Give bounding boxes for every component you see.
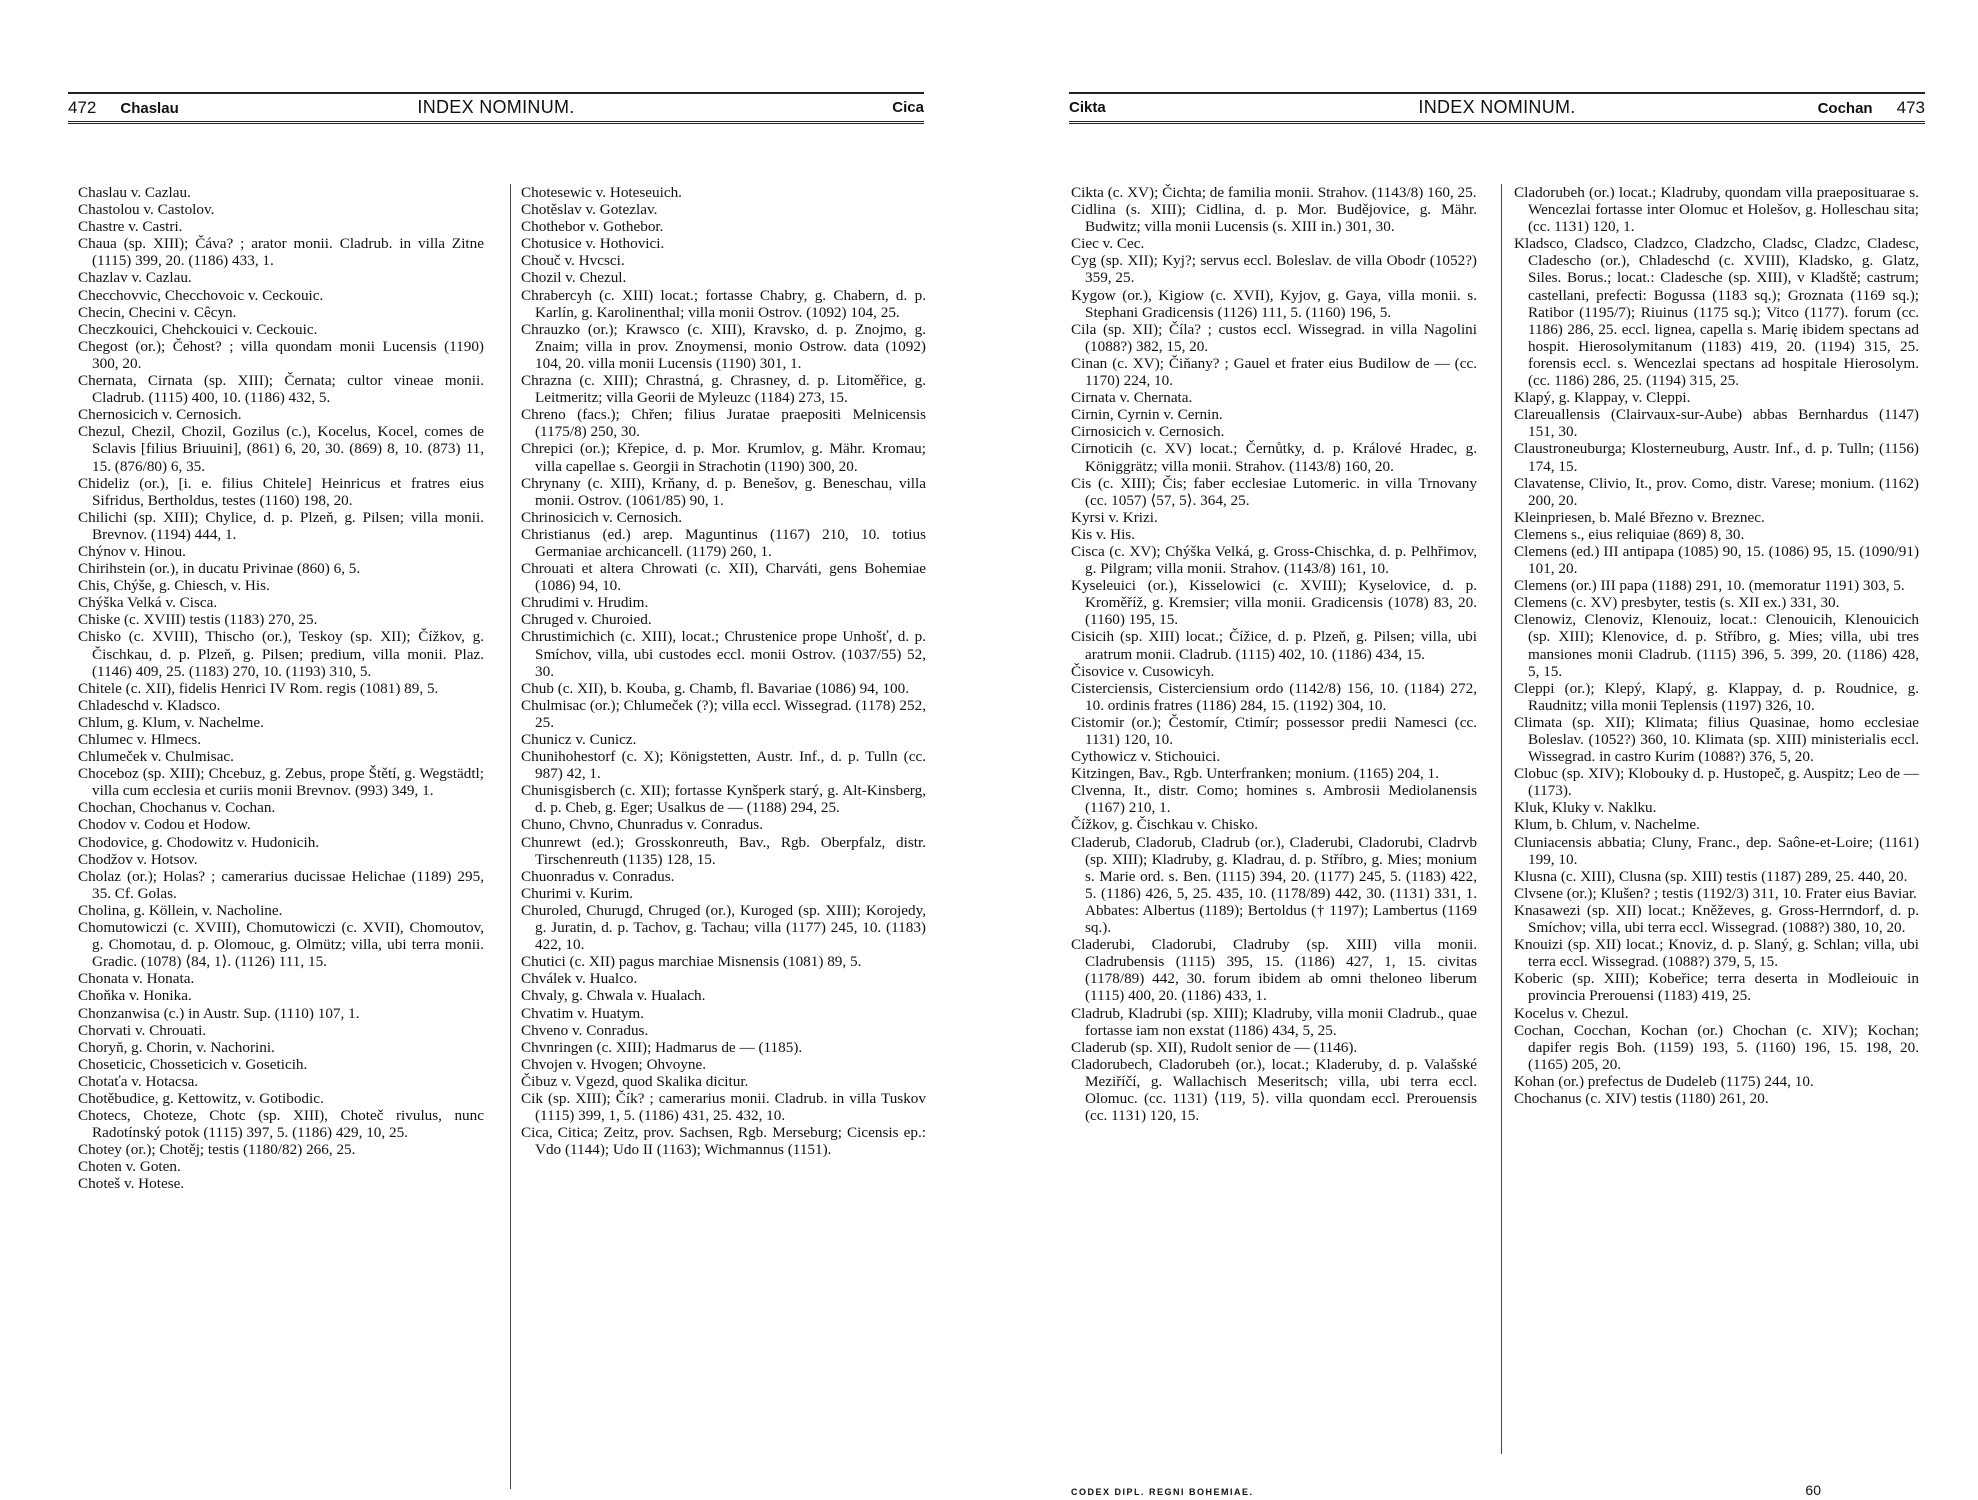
index-entry: Kyseleuici (or.), Kisselowici (c. XVIII); Kyselovice, d. p. Kroměříž, g. Kremsier; villa monii. Gradicensis (1078) 83, 20. (1160) 195, 15. <box>1071 577 1477 629</box>
index-entry: Chouč v. Hvcsci. <box>521 252 625 270</box>
index-entry: Chisko (c. XVIII), Thischo (or.), Teskoy (sp. XII); Čížkov, g. Čischkau, d. p. Plzeň, g. Pilsen; predium, villa monii. Plaz. (1146) 409, 25. (1183) 270, 10. (1193) 310, 5. <box>78 628 484 680</box>
index-entry: Cirnin, Cyrnin v. Cernin. <box>1071 406 1223 424</box>
index-entry: Chotěslav v. Gotezlav. <box>521 201 658 219</box>
index-entry: Chýnov v. Hinou. <box>78 542 186 560</box>
index-entry: Christianus (ed.) arep. Maguntinus (1167) 210, 10. totius Germaniae archicancell. (1179) 260, 1. <box>521 525 926 560</box>
index-entry: Clemens (c. XV) presbyter, testis (s. XII ex.) 331, 30. <box>1514 594 1840 612</box>
right-page-header <box>1069 92 1925 124</box>
index-entry: Chrabercyh (c. XIII) locat.; fortasse Chabry, g. Chabern, d. p. Karlín, g. Karolinenthal; villa monii Ostrov. (1092) 104, 25. <box>521 286 926 321</box>
header-last-word: Cochan <box>1817 99 1873 117</box>
index-entry: Chotaťa v. Hotacsa. <box>78 1072 199 1090</box>
index-column <box>78 184 484 1489</box>
index-entry: Chválek v. Hualco. <box>521 970 638 988</box>
index-entry: Chodžov v. Hotsov. <box>78 850 198 868</box>
index-entry: Choteš v. Hotese. <box>78 1175 185 1193</box>
index-entry: Chunrewt (ed.); Grosskonreuth, Bav., Rgb. Oberpfalz, distr. Tirschenreuth (1135) 128, 15. <box>521 833 926 868</box>
index-entry: Chazlav v. Cazlau. <box>78 269 192 287</box>
index-entry: Chrudimi v. Hrudim. <box>521 594 649 612</box>
index-entry: Clemens (ed.) III antipapa (1085) 90, 15. (1086) 95, 15. (1090/91) 101, 20. <box>1514 542 1919 578</box>
header-title: INDEX NOMINUM. <box>417 97 575 117</box>
index-entry: Chlumeček v. Chulmisac. <box>78 748 234 766</box>
index-entry: Chernosicich v. Cernosich. <box>78 406 242 424</box>
index-entry: Cladrub, Kladrubi (sp. XIII); Kladruby, villa monii Cladrub., quae fortasse iam non exstat (1186) 434, 5, 25. <box>1071 1004 1477 1039</box>
index-entry: Chilichi (sp. XIII); Chylice, d. p. Plzeň, g. Pilsen; villa monii. Brevnov. (1194) 444, 1. <box>78 508 484 543</box>
index-entry: Chotey (or.); Chotěj; testis (1180/82) 266, 25. <box>78 1141 356 1159</box>
index-entry: Chotesewic v. Hoteseuich. <box>521 184 682 201</box>
index-entry: Clavatense, Clivio, It., prov. Como, distr. Varese; monium. (1162) 200, 20. <box>1514 474 1919 509</box>
index-entry: Cistomir (or.); Čestomír, Ctimír; possessor predii Namesci (cc. 1131) 120, 10. <box>1071 713 1477 748</box>
index-entry: Chaua (sp. XIII); Čáva? ; arator monii. Cladrub. in villa Zitne (1115) 399, 20. (1186) 433, 1. <box>78 235 484 270</box>
index-entry: Chotecs, Choteze, Chotc (sp. XIII), Choteč rivulus, nunc Radotínský potok (1115) 397, 5. (1186) 429, 10, 25. <box>78 1107 484 1142</box>
index-entry: Chrauzko (or.); Krawsco (c. XIII), Kravsko, d. p. Znojmo, g. Znaim; villa in prov. Znoymensi, monio Ostrow. data (1092) 104, 20. villa monii Lucensis (1190) 301, 1. <box>521 320 926 372</box>
index-entry: Cladorubeh (or.) locat.; Kladruby, quondam villa praeposituarae s. Wencezlai fortasse inter Olomuc et Holešov, g. Holleschau sita; (cc. 1131) 120, 1. <box>1514 184 1919 236</box>
index-entry: Čížkov, g. Čischkau v. Chisko. <box>1071 816 1259 834</box>
index-entry: Chochan, Chochanus v. Cochan. <box>78 799 276 817</box>
index-column <box>1501 184 1919 1454</box>
index-entry: Kleinpriesen, b. Malé Březno v. Breznec. <box>1514 508 1765 526</box>
index-entry: Clobuc (sp. XIV); Klobouky d. p. Hustopeč, g. Auspitz; Leo de — (1173). <box>1514 765 1919 800</box>
index-entry: Churoled, Churugd, Chruged (or.), Kuroged (sp. XIII); Korojedy, g. Juratin, d. p. Tachov, g. Tachau; villa (1177) 245, 10. (1183) 422, 10. <box>521 901 926 954</box>
index-entry: Chuno, Chvno, Chunradus v. Conradus. <box>521 816 764 834</box>
index-entry: Chonata v. Honata. <box>78 970 195 988</box>
index-entry: Kohan (or.) prefectus de Dudeleb (1175) 244, 10. <box>1514 1072 1814 1090</box>
index-entry: Cinan (c. XV); Čiňany? ; Gauel et frater eius Budilow de — (cc. 1170) 224, 10. <box>1071 354 1477 390</box>
index-entry: Chlum, g. Klum, v. Nachelme. <box>78 713 264 731</box>
index-entry: Choryň, g. Chorin, v. Nachorini. <box>78 1038 275 1056</box>
index-entry: Chunisgisberch (c. XII); fortasse Kynšperk starý, g. Alt-Kinsberg, d. p. Cheb, g. Eger; Usalkus de — (1188) 294, 25. <box>521 782 926 817</box>
index-entry: Cochan, Cocchan, Kochan (or.) Chochan (c. XIV); Kochan; dapifer regis Boh. (1159) 193, 5. (1160) 196, 15. 198, 20. (1165) 205, 20. <box>1514 1021 1919 1073</box>
index-entry: Chegost (or.); Čehost? ; villa quondam monii Lucensis (1190) 300, 20. <box>78 337 484 372</box>
index-entry: Chomutowiczi (c. XVIII), Chomutowiczi (c. XVII), Chomoutov, g. Chomotau, d. p. Olomouc, g. Olmütz; villa, ubi terra monii. Gradic. (1078) ⟨84, 1⟩. (1126) 111, 15. <box>78 919 484 971</box>
index-entry: Knasawezi (sp. XII) locat.; Kněževes, g. Gross-Herrndorf, d. p. Smíchov; villa, ubi terra eccl. Wissegrad. (1088?) 380, 10, 20. <box>1514 901 1919 937</box>
index-entry: Chrazna (c. XIII); Chrastná, g. Chrasney, d. p. Litoměřice, g. Leitmeritz; villa Georii de Myleuzc (1184) 273, 15. <box>521 372 926 407</box>
index-entry: Cluniacensis abbatia; Cluny, Franc., dep. Saône-et-Loire; (1161) 199, 10. <box>1514 833 1919 868</box>
index-column <box>510 184 926 1489</box>
index-entry: Clemens s., eius reliquiae (869) 8, 30. <box>1514 525 1745 543</box>
index-entry: Kladsco, Cladsco, Cladzco, Cladzcho, Cladsc, Cladzc, Cladesc, Cladescho (or.), Chladeschd (c. XVIII), Kladsko, g. Glatz, Siles. Borus.; locat.: Cladesche (sp. XIII), v Kladště; castrum; castellani, prefecti: Bogussa (1183 sq.); Groznata (1169 sq.); Ratibor (1195/7); Riuinus (1175 sq.); Vitco (1177). forum (cc. 1186) 286, 25. eccl. lignea, capella s. Marię ibidem spectans ad hospit. Hierosolymitanum (1183) 419, 20. (1194) 315, 25. forensis eccl. s. Wencezlai spectans ad hospitale Hierosolym. (cc. 1186) 286, 25. (1194) 315, 25. <box>1514 235 1919 390</box>
index-entry: Chothebor v. Gothebor. <box>521 218 664 236</box>
index-entry: Climata (sp. XII); Klimata; filius Quasinae, homo ecclesiae Boleslav. (1052?) 360, 10. Klimata (sp. XIII) ministerialis eccl. Wissegrad. in castro Kurim (1088?) 376, 5, 20. <box>1514 713 1919 766</box>
index-entry: Kygow (or.), Kigiow (c. XVII), Kyjov, g. Gaya, villa monii. s. Stephani Gradicensis (1126) 111, 5. (1160) 196, 5. <box>1071 286 1477 321</box>
index-entry: Chezul, Chezil, Chozil, Gozilus (c.), Kocelus, Kocel, comes de Sclavis [filius Briuuini], (861) 6, 20, 30. (869) 8, 10. (873) 11, 15. (876/80) 6, 35. <box>78 423 484 475</box>
index-entry: Chastre v. Castri. <box>78 218 183 236</box>
index-entry: Chirihstein (or.), in ducatu Privinae (860) 6, 5. <box>78 560 361 578</box>
index-entry: Chunicz v. Cunicz. <box>521 731 637 748</box>
index-entry: Choseticic, Chosseticich v. Goseticih. <box>78 1055 308 1073</box>
index-entry: Choňka v. Honika. <box>78 987 192 1005</box>
index-entry: Ciec v. Cec. <box>1071 235 1145 253</box>
page-number: 473 <box>1896 97 1925 117</box>
index-entry: Checchovvic, Checchovoic v. Ceckouic. <box>78 286 324 304</box>
index-entry: Chlumec v. Hlmecs. <box>78 731 202 748</box>
index-entry: Cirnoticih (c. XV) locat.; Černůtky, d. p. Králové Hradec, g. Königgrätz; villa monii. Strahov. (1143/8) 160, 20. <box>1071 440 1477 475</box>
index-entry: Clemens (or.) III papa (1188) 291, 10. (memoratur 1191) 303, 5. <box>1514 577 1905 595</box>
header-first-word: Chaslau <box>120 99 179 117</box>
index-entry: Kis v. His. <box>1071 525 1135 543</box>
index-column <box>1071 184 1477 1454</box>
index-entry: Clvsene (or.); Klušen? ; testis (1192/3) 311, 10. Frater eius Baviar. <box>1514 884 1917 902</box>
index-entry: Cila (sp. XII); Číla? ; custos eccl. Wissegrad. in villa Nagolini (1088?) 382, 15, 20. <box>1071 320 1477 355</box>
index-entry: Cisterciensis, Cisterciensium ordo (1142/8) 156, 10. (1184) 272, 10. ordinis fratres (1186) 284, 15. (1192) 304, 10. <box>1071 679 1477 714</box>
index-entry: Chladeschd v. Kladsco. <box>78 696 221 714</box>
index-entry: Chodov v. Codou et Hodow. <box>78 816 251 834</box>
index-entry: Cyg (sp. XII); Kyj?; servus eccl. Boleslav. de villa Obodr (1052?) 359, 25. <box>1071 252 1477 287</box>
index-entry: Churimi v. Kurim. <box>521 884 634 902</box>
index-entry: Chrinosicich v. Cernosich. <box>521 508 682 526</box>
index-entry: Clvenna, It., distr. Como; homines s. Ambrosii Mediolanensis (1167) 210, 1. <box>1071 782 1477 817</box>
index-entry: Chochanus (c. XIV) testis (1180) 261, 20. <box>1514 1089 1769 1107</box>
index-entry: Klusna (c. XIII), Clusna (sp. XIII) testis (1187) 289, 25. 440, 20. <box>1514 867 1908 885</box>
header-title: INDEX NOMINUM. <box>1418 97 1576 117</box>
left-page-header <box>68 92 924 124</box>
right-page <box>989 0 1978 1500</box>
index-entry: Chotusice v. Hothovici. <box>521 235 665 253</box>
index-entry: Chrynany (c. XIII), Krňany, d. p. Benešov, g. Beneschau, villa monii. Ostrov. (1061/85) 90, 1. <box>521 474 926 509</box>
index-entry: Chastolou v. Castolov. <box>78 201 215 219</box>
index-entry: Chulmisac (or.); Chlumeček (?); villa eccl. Wissegrad. (1178) 252, 25. <box>521 696 926 731</box>
index-entry: Kitzingen, Bav., Rgb. Unterfranken; monium. (1165) 204, 1. <box>1071 765 1439 783</box>
index-entry: Cirnata v. Chernata. <box>1071 389 1193 407</box>
index-entry: Kyrsi v. Krizi. <box>1071 508 1158 526</box>
index-entry: Cisca (c. XV); Chýška Velká, g. Gross-Chischka, d. p. Pelhřimov, g. Pilgram; villa monii. Strahov. (1143/8) 161, 10. <box>1071 542 1477 578</box>
index-entry: Kluk, Kluky v. Naklku. <box>1514 799 1657 817</box>
index-entry: Cythowicz v. Stichouici. <box>1071 748 1221 766</box>
index-entry: Chernata, Cirnata (sp. XIII); Černata; cultor vineae monii. Cladrub. (1115) 400, 10. (1186) 432, 5. <box>78 372 484 407</box>
index-entry: Knouizi (sp. XII) locat.; Knoviz, d. p. Slaný, g. Schlan; villa, ubi terra eccl. Wissegrad. (1088?) 379, 5, 15. <box>1514 936 1919 971</box>
index-entry: Chorvati v. Chrouati. <box>78 1021 207 1039</box>
index-entry: Chrouati et altera Chrowati (c. XII), Charváti, gens Bohemiae (1086) 94, 10. <box>521 560 926 595</box>
index-entry: Chis, Chýše, g. Chiesch, v. His. <box>78 577 270 595</box>
index-entry: Choten v. Goten. <box>78 1158 181 1176</box>
index-entry: Cisicih (sp. XIII) locat.; Čížice, d. p. Plzeň, g. Pilsen; villa, ubi aratrum monii. Cladrub. (1115) 402, 10. (1186) 434, 15. <box>1071 628 1477 663</box>
index-entry: Klapý, g. Klappay, v. Cleppi. <box>1514 389 1691 407</box>
index-entry: Cholina, g. Köllein, v. Nacholine. <box>78 901 283 919</box>
index-entry: Chvojen v. Hvogen; Ohvoyne. <box>521 1055 707 1073</box>
index-entry: Čisovice v. Cusowicyh. <box>1071 662 1215 680</box>
index-entry: Chideliz (or.), [i. e. filius Chitele] Heinricus et fratres eius Sifridus, Bertholdus, testes (1160) 198, 20. <box>78 474 484 509</box>
index-entry: Cirnosicich v. Cernosich. <box>1071 423 1225 441</box>
index-entry: Chýška Velká v. Cisca. <box>78 594 218 612</box>
page-number: 472 <box>68 97 97 117</box>
index-entry: Chozil v. Chezul. <box>521 269 627 287</box>
index-entry: Choceboz (sp. XIII); Chcebuz, g. Zebus, prope Štětí, g. Wegstädtl; villa cum ecclesia et curiis monii Brevnov. (993) 349, 1. <box>78 765 484 800</box>
index-entry: Chvatim v. Huatym. <box>521 1004 645 1022</box>
index-entry: Chutici (c. XII) pagus marchiae Misnensis (1081) 89, 5. <box>521 953 862 971</box>
sheet-number: 60 <box>1805 1482 1821 1498</box>
index-entry: Cica, Citica; Zeitz, prov. Sachsen, Rgb. Merseburg; Cicensis ep.: Vdo (1144); Udo II (1163); Wichmannus (1151). <box>521 1124 926 1159</box>
index-entry: Chvnringen (c. XIII); Hadmarus de — (1185). <box>521 1038 803 1056</box>
index-entry: Kocelus v. Chezul. <box>1514 1004 1629 1022</box>
page-footer <box>1071 1482 1901 1498</box>
index-entry: Chiske (c. XVIII) testis (1183) 270, 25. <box>78 611 318 629</box>
index-entry: Chrepici (or.); Křepice, d. p. Mor. Krumlov, g. Mähr. Kromau; villa capellae s. Georgii in Strachotin (1190) 300, 20. <box>521 440 926 475</box>
index-entry: Chub (c. XII), b. Kouba, g. Chamb, fl. Bavariae (1086) 94, 100. <box>521 679 910 697</box>
index-entry: Chuonradus v. Conradus. <box>521 867 675 885</box>
header-first-word: Cikta <box>1069 99 1106 116</box>
index-entry: Chitele (c. XII), fidelis Henrici IV Rom. regis (1081) 89, 5. <box>78 679 439 697</box>
index-entry: Chotěbudice, g. Kettowitz, v. Gotibodic. <box>78 1089 324 1107</box>
index-entry: Chunihohestorf (c. X); Königstetten, Austr. Inf., d. p. Tulln (cc. 987) 42, 1. <box>521 748 926 783</box>
index-entry: Cikta (c. XV); Čichta; de familia monii. Strahov. (1143/8) 160, 25. <box>1071 184 1477 201</box>
header-last-word: Cica <box>892 99 924 116</box>
index-entry: Clenowiz, Clenoviz, Klenouiz, locat.: Clenouicih, Klenouicich (sp. XIII); Klenovice, d. p. Stříbro, g. Mies; villa, ubi tres mansiones monii Cladrub. (1115) 396, 5. 399, 20. (1186) 428, 5, 15. <box>1514 611 1919 680</box>
index-entry: Cis (c. XIII); Čis; faber ecclesiae Lutomeric. in villa Trnovany (cc. 1057) ⟨57, 5⟩. 364, 25. <box>1071 474 1477 509</box>
index-entry: Chvaly, g. Chwala v. Hualach. <box>521 987 706 1005</box>
index-entry: Claderubi, Cladorubi, Cladruby (sp. XIII) villa monii. Cladrubensis (1115) 395, 15. (1186) 427, 1, 15. civitas (1178/89) 442, 30. forum ibidem ab omni theloneo liberum (1115) 400, 20. (1186) 433, 1. <box>1071 936 1477 1005</box>
index-entry: Cik (sp. XIII); Čík? ; camerarius monii. Cladrub. in villa Tuskov (1115) 399, 1, 5. (1186) 431, 25. 432, 10. <box>521 1089 926 1125</box>
printer-signature: CODEX DIPL. REGNI BOHEMIAE. <box>1071 1487 1254 1497</box>
index-entry: Chruged v. Churoied. <box>521 611 652 629</box>
index-entry: Čibuz v. Vgezd, quod Skalika dicitur. <box>521 1072 749 1090</box>
index-entry: Chodovice, g. Chodowitz v. Hudonicih. <box>78 833 320 851</box>
index-entry: Claderub, Cladorub, Cladrub (or.), Claderubi, Cladorubi, Cladrvb (sp. XIII); Kladruby, g. Kladrau, d. p. Stříbro, g. Mies; monium s. Marie ord. s. Ben. (1115) 394, 20. (1177) 245, 5. (1183) 422, 5. (1186) 426, 5, 25. 435, 10. (1178/89) 442, 30. (1131) 331, 1. Abbates: Albertus (1189); Bertoldus († 1197); Lambertus (1169 sq.). <box>1071 833 1477 937</box>
index-entry: Cidlina (s. XIII); Cidlina, d. p. Mor. Budějovice, g. Mähr. Budwitz; villa monii Lucensis (s. XIII in.) 301, 30. <box>1071 201 1477 236</box>
index-entry: Claderub (sp. XII), Rudolt senior de — (1146). <box>1071 1038 1358 1056</box>
index-entry: Cleppi (or.); Klepý, Klapý, g. Klappay, d. p. Roudnice, g. Raudnitz; villa monii Teplensis (1197) 326, 10. <box>1514 679 1919 714</box>
index-entry: Cholaz (or.); Holas? ; camerarius ducissae Helichae (1189) 295, 35. Cf. Golas. <box>78 867 484 902</box>
index-entry: Klum, b. Chlum, v. Nachelme. <box>1514 816 1700 834</box>
index-entry: Chveno v. Conradus. <box>521 1021 649 1039</box>
index-entry: Clareuallensis (Clairvaux-sur-Aube) abbas Bernhardus (1147) 151, 30. <box>1514 406 1919 441</box>
index-entry: Chrustimichich (c. XIII), locat.; Chrustenice prope Unhošť, d. p. Smíchov, villa, ubi custodes eccl. monii Ostrov. (1037/55) 52, 30. <box>521 628 926 680</box>
index-entry: Checin, Checini v. Cêcyn. <box>78 303 237 321</box>
index-entry: Checzkouici, Chehckouici v. Ceckouic. <box>78 320 318 338</box>
index-entry: Chonzanwisa (c.) in Austr. Sup. (1110) 107, 1. <box>78 1004 360 1022</box>
index-entry: Cladorubech, Cladorubeh (or.), locat.; Kladeruby, d. p. Valašské Meziříčí, g. Wallachisch Meseritsch; villa, ubi terra eccl. Olomuc. (cc. 1131) ⟨119, 5⟩. villa quondam eccl. Prerouensis (cc. 1131) 120, 15. <box>1071 1055 1477 1125</box>
index-entry: Chreno (facs.); Chřen; filius Juratae praepositi Melnicensis (1175/8) 250, 30. <box>521 406 926 441</box>
index-entry: Chaslau v. Cazlau. <box>78 184 191 201</box>
index-entry: Koberic (sp. XIII); Kobeřice; terra deserta in Modleiouic in provincia Prerouensi (1183) 419, 25. <box>1514 970 1919 1005</box>
index-entry: Claustroneuburga; Klosterneuburg, Austr. Inf., d. p. Tulln; (1156) 174, 15. <box>1514 440 1919 475</box>
